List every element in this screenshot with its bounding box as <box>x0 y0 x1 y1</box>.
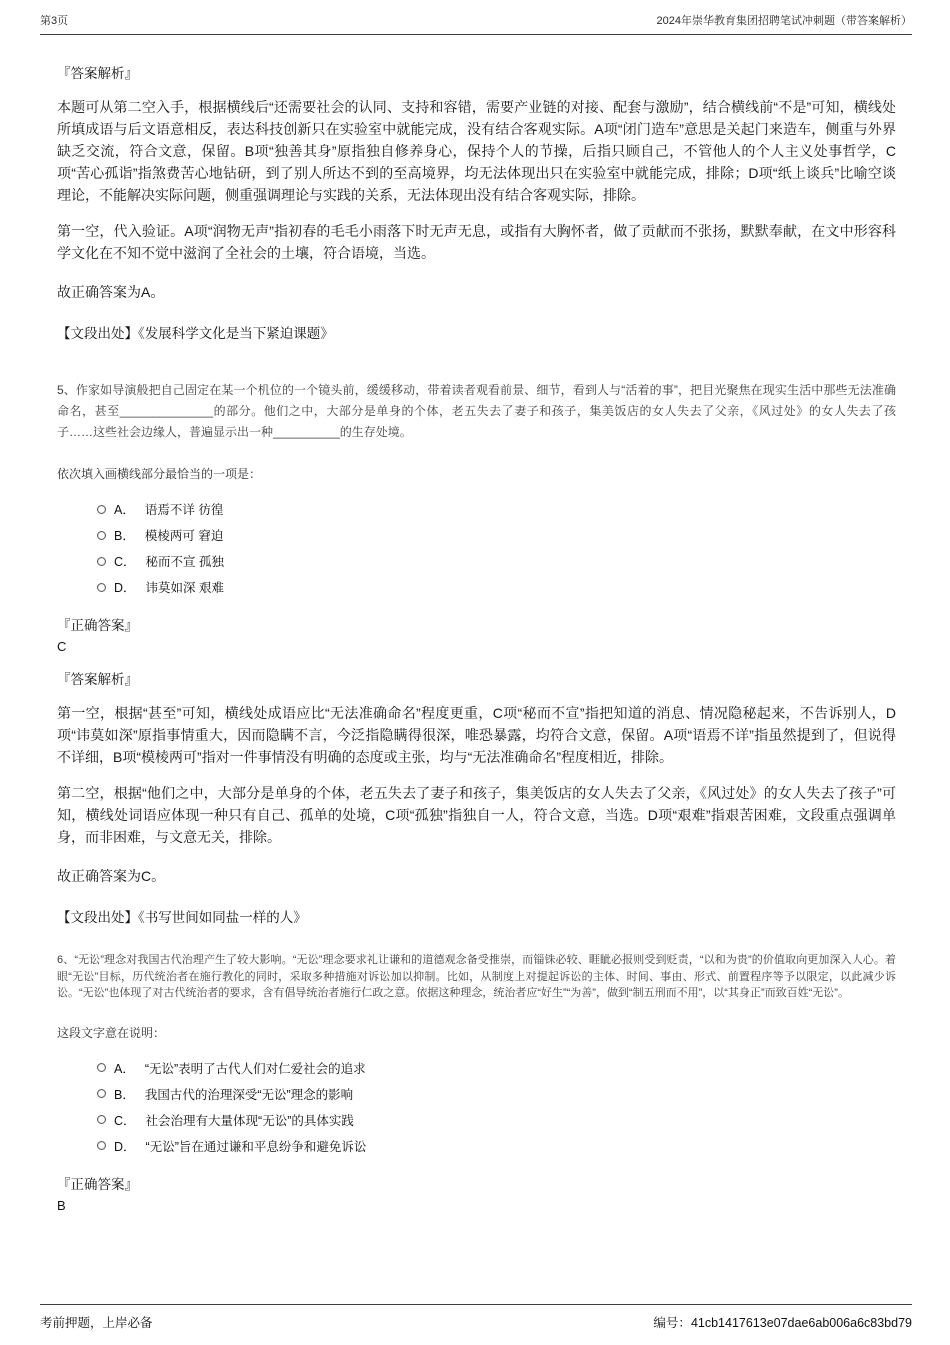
option-letter: C． <box>114 1113 136 1128</box>
document-title: 2024年崇华教育集团招聘笔试冲刺题（带答案解析） <box>656 15 912 27</box>
question-5-prompt: 依次填入画横线部分最恰当的一项是： <box>57 467 262 481</box>
document-code-label: 编号： <box>653 1316 691 1330</box>
correct-answer-heading-q5: 『正确答案』 <box>57 618 138 633</box>
option-text: 社会治理有大量体现“无讼”的具体实践 <box>145 1113 354 1128</box>
option-letter: D． <box>114 1139 136 1154</box>
correct-answer-letter-q5: C <box>57 639 67 654</box>
question-6-prompt: 这段文字意在说明： <box>57 1025 166 1040</box>
analysis-paragraph: 第二空，根据“他们之中，大部分是单身的个体，老五失去了妻子和孩子，集美饭店的女人失去了父亲，《风过处》的女人失去了孩子”可知，横线处词语应体现一种只有自己、孤单的处境，C项“孤独”指独自一人，符合文意，当选。D项“艰难”指艰苦困难，文段重点强调单身，而非困难，与文意无关，排除。 <box>57 785 896 845</box>
option-letter: A． <box>114 503 135 517</box>
option-letter: B． <box>114 1087 135 1102</box>
question-5-stem: 5、作家如导演般把自己固定在某一个机位的一个镜头前，缓缓移动，带着读者观看前景、细节，看到人与“活着的事”，把目光聚焦在现实生活中那些无法准确命名，甚至______________的部分。他们之中，大部分是单身的个体，老五失去了妻子和孩子，集美饭店的女人失去了父亲，《风过处》的女人失去了孩子……这些社会边缘人，普遍显示出一种__________的生存处境。 <box>57 383 896 439</box>
correct-answer-letter-q6: B <box>57 1197 66 1213</box>
radio-icon[interactable] <box>97 531 106 540</box>
page-content <box>57 48 896 1213</box>
radio-icon[interactable] <box>97 1089 106 1098</box>
question-6-option-a[interactable] <box>57 1055 896 1081</box>
correct-answer-heading-q6: 『正确答案』 <box>57 1176 138 1192</box>
option-text: 我国古代的治理深受“无讼”理念的影响 <box>144 1087 354 1102</box>
option-text: “无讼”旨在通过谦和平息纷争和避免诉讼 <box>145 1139 367 1154</box>
radio-icon[interactable] <box>97 583 106 592</box>
analysis-paragraph: 第一空，代入验证。A项“润物无声”指初春的毛毛小雨落下时无声无息，或指有大胸怀者，做了贡献而不张扬，默默奉献，在文中形容科学文化在不知不觉中滋润了全社会的土壤，符合语境，当选。 <box>57 223 896 261</box>
question-6-option-c[interactable] <box>57 1107 896 1133</box>
radio-icon[interactable] <box>97 505 106 514</box>
question-5-option-d[interactable] <box>57 574 896 600</box>
option-text: “无讼”表明了古代人们对仁爱社会的追求 <box>144 1061 366 1076</box>
document-code <box>653 1313 912 1331</box>
question-5-option-c[interactable] <box>57 548 896 574</box>
question-6-stem: 6、“无讼”理念对我国古代治理产生了较大影响。“无讼”理念要求礼让谦和的道德观念备受推崇，而锱铢必较、睚眦必报则受到贬责，“以和为贵”的价值取向更加深入人心。着眼“无讼”目标，历代统治者在施行教化的同时，采取多种措施对诉讼加以抑制。比如，从制度上对提起诉讼的主体、时间、事由、形式、前置程序等予以限定，以此减少诉讼。“无讼”也体现了对古代统治者的要求，含有倡导统治者施行仁政之意。依据这种理念，统治者应“好生”“为善”，做到“制五刑而不用”，以“其身正”而致百姓“无讼”。 <box>57 954 896 999</box>
question-5-options <box>57 496 896 600</box>
page-header <box>40 12 912 35</box>
page-number-label: 第3页 <box>40 15 69 27</box>
question-5-option-b[interactable] <box>57 522 896 548</box>
footer-slogan: 考前押题，上岸必备 <box>40 1316 153 1330</box>
analysis-paragraph: 第一空，根据“甚至”可知，横线处成语应比“无法准确命名”程度更重，C项“秘而不宣”指把知道的消息、情况隐秘起来，不告诉别人，D项“讳莫如深”原指事情重大，因而隐瞒不言，今泛指隐瞒得很深，唯恐暴露，均符合文意，保留。A项“语焉不详”指虽然提到了，但说得不详细，B项“模棱两可”指对一件事情没有明确的态度或主张，均与“无法准确命名”程度相近，排除。 <box>57 705 896 765</box>
document-code-value: 41cb1417613e07dae6ab006a6c83bd79 <box>690 1316 912 1330</box>
source-reference-q4: 【文段出处】《发展科学文化是当下紧迫课题》 <box>57 326 334 341</box>
answer-analysis-heading-q4: 『答案解析』 <box>57 66 138 81</box>
question-6-option-b[interactable] <box>57 1081 896 1107</box>
radio-icon[interactable] <box>97 1141 106 1150</box>
answer-analysis-heading-q5: 『答案解析』 <box>57 672 138 687</box>
option-letter: C． <box>114 555 136 569</box>
radio-icon[interactable] <box>97 1063 106 1072</box>
option-text: 讳莫如深 艰难 <box>145 581 225 595</box>
option-letter: D． <box>114 581 136 595</box>
radio-icon[interactable] <box>97 1115 106 1124</box>
page-footer <box>40 1304 912 1331</box>
option-text: 模棱两可 窘迫 <box>144 529 224 543</box>
correct-answer-statement-q4: 故正确答案为A。 <box>57 284 165 300</box>
option-text: 秘而不宣 孤独 <box>145 555 225 569</box>
source-reference-q5: 【文段出处】《书写世间如同盐一样的人》 <box>57 910 307 925</box>
analysis-paragraph: 本题可从第二空入手，根据横线后“还需要社会的认同、支持和容错，需要产业链的对接、配套与激励”，结合横线前“不是”可知，横线处所填成语与后文语意相反，表达科技创新只在实验室中就能完成，没有结合客观实际。A项“闭门造车”意思是关起门来造车，侧重与外界缺乏交流，符合文意，保留。B项“独善其身”原指独自修养身心，保持个人的节操，后指只顾自己，不管他人的个人主义处事哲学，C项“苦心孤诣”指煞费苦心地钻研，到了别人所达不到的至高境界，均无法体现出只在实验室中就能完成，排除；D项“纸上谈兵”比喻空谈理论，不能解决实际问题，侧重强调理论与实践的关系，无法体现出没有结合客观实际，排除。 <box>57 99 896 203</box>
option-letter: B． <box>114 529 135 543</box>
option-text: 语焉不详 彷徨 <box>144 503 224 517</box>
correct-answer-statement-q5: 故正确答案为C。 <box>57 868 166 884</box>
option-letter: A． <box>114 1061 135 1076</box>
question-5-option-a[interactable] <box>57 496 896 522</box>
radio-icon[interactable] <box>97 557 106 566</box>
question-6-options <box>57 1055 896 1159</box>
question-6-option-d[interactable] <box>57 1133 896 1159</box>
